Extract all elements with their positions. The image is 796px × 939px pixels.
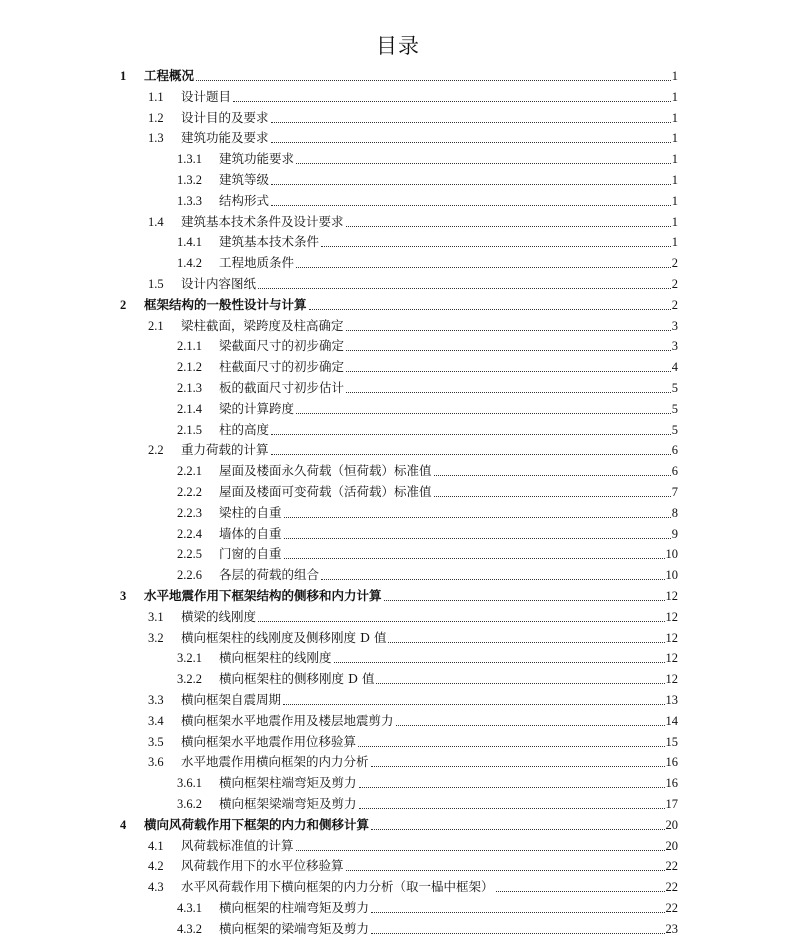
toc-entry-page-number: 5	[671, 401, 678, 416]
toc-entry-page-number: 1	[671, 89, 678, 104]
toc-entry[interactable]	[177, 147, 678, 167]
dot-leader	[284, 558, 665, 559]
toc-entry-title: 横向框架的柱端弯矩及剪力	[219, 900, 370, 915]
dot-leader	[271, 142, 671, 143]
toc-entry-page-number: 2	[671, 256, 678, 271]
dot-leader	[271, 122, 671, 123]
toc-entry-number: 2.2	[148, 443, 164, 458]
toc-entry-title: 建筑等级	[219, 172, 270, 187]
toc-entry-title: 横向框架自震周期	[181, 692, 282, 707]
dot-leader	[346, 870, 665, 871]
toc-entry-number: 2.1.5	[177, 422, 202, 437]
toc-entry-number: 2.2.3	[177, 505, 202, 520]
toc-entry-page-number: 1	[671, 214, 678, 229]
toc-entry-number: 1.4.1	[177, 235, 202, 250]
toc-entry-page-number: 10	[665, 547, 678, 562]
toc-entry-number: 4.3	[148, 880, 164, 895]
dot-leader	[359, 808, 665, 809]
toc-entry-page-number: 3	[671, 318, 678, 333]
dot-leader	[309, 309, 671, 310]
toc-entry-number: 2	[120, 297, 127, 312]
dot-leader	[346, 350, 671, 351]
toc-entry-title: 梁截面尺寸的初步确定	[219, 338, 345, 354]
toc-entry-page-number: 16	[665, 776, 678, 791]
toc-entry-title: 屋面及楼面永久荷载（恒荷载）标准值	[219, 463, 432, 479]
toc-entry-number: 3.1	[148, 609, 164, 624]
toc-entry-title: 横向框架柱端弯矩及剪力	[219, 775, 357, 791]
toc-entry-page-number: 5	[671, 422, 678, 437]
toc-entry[interactable]	[148, 605, 678, 625]
toc-entry[interactable]	[177, 667, 678, 687]
toc-entry[interactable]	[148, 438, 678, 458]
dot-leader	[271, 184, 671, 185]
toc-entry-page-number: 1	[671, 131, 678, 146]
toc-entry-page-number: 22	[665, 859, 678, 874]
toc-entry-title: 横向框架的梁端弯矩及剪力	[219, 920, 370, 936]
toc-entry-title: 横梁的线刚度	[181, 608, 257, 624]
dot-leader	[321, 579, 664, 580]
toc-entry-page-number: 13	[665, 693, 678, 707]
toc-entry-number: 2.1.2	[177, 360, 202, 375]
dot-leader	[371, 766, 665, 767]
toc-entry-page-number: 12	[665, 609, 678, 624]
toc-entry-title: 柱的高度	[219, 421, 270, 437]
toc-entry-page-number: 12	[665, 651, 678, 666]
toc-entry-number: 4.1	[148, 838, 164, 853]
dot-leader	[376, 683, 664, 684]
toc-entry-number: 1.3.2	[177, 173, 202, 187]
toc-entry-title: 框架结构的一般性设计与计算	[144, 296, 307, 312]
toc-entry-page-number: 15	[665, 734, 678, 749]
toc-entry-page-number: 1	[671, 152, 678, 167]
toc-entry-title: 板的截面尺寸初步估计	[219, 380, 345, 395]
toc-entry-number: 3.4	[148, 713, 164, 728]
dot-leader	[296, 850, 665, 851]
toc-entry[interactable]	[177, 251, 678, 271]
toc-entry-number: 3.5	[148, 734, 164, 749]
toc-entry-title: 横向框架水平地震作用及楼层地震剪力	[181, 712, 394, 728]
dot-leader	[388, 642, 664, 643]
toc-entry-number: 2.2.4	[177, 526, 202, 541]
toc-entry-title: 门窗的自重	[219, 546, 282, 562]
toc-entry-page-number: 10	[665, 568, 678, 583]
toc-entry-page-number: 17	[665, 797, 678, 811]
toc-entry-page-number: 14	[665, 713, 678, 728]
toc-entry[interactable]	[177, 376, 678, 396]
dot-leader	[233, 101, 671, 102]
toc-entry-page-number: 2	[671, 297, 678, 312]
toc-entry-title: 屋面及楼面可变荷载（活荷载）标准值	[219, 484, 432, 499]
toc-entry-number: 1.3.3	[177, 193, 202, 208]
toc-entry-number: 2.2.6	[177, 568, 202, 583]
toc-entry[interactable]	[177, 418, 678, 438]
toc-entry-page-number: 23	[665, 921, 678, 936]
dot-leader	[296, 163, 671, 164]
toc-entry-title: 梁柱的自重	[219, 504, 282, 520]
toc-entry-number: 1.3.1	[177, 152, 202, 167]
dot-leader	[271, 205, 671, 206]
toc-entry[interactable]	[177, 459, 678, 479]
toc-entry[interactable]	[120, 293, 678, 313]
dot-leader	[384, 600, 665, 601]
dot-leader	[346, 330, 671, 331]
toc-entry[interactable]	[177, 792, 678, 812]
toc-entry-page-number: 5	[671, 381, 678, 395]
dot-leader	[346, 371, 671, 372]
toc-entry-page-number: 4	[671, 360, 678, 375]
toc-entry-title: 设计题目	[181, 88, 232, 104]
dot-leader	[321, 246, 671, 247]
toc-entry-page-number: 6	[671, 443, 678, 458]
toc-entry-number: 4.2	[148, 859, 164, 874]
dot-leader	[346, 392, 671, 393]
toc-entry-number: 3.6.2	[177, 797, 202, 811]
toc-entry-title: 工程地质条件	[219, 255, 295, 271]
toc-entry[interactable]	[148, 750, 678, 770]
dot-leader	[371, 912, 664, 913]
dot-leader	[284, 538, 671, 539]
toc-entry-number: 1.1	[148, 89, 164, 104]
toc-entry-title: 横向框架水平地震作用位移验算	[181, 733, 357, 749]
toc-entry[interactable]	[177, 563, 678, 583]
dot-leader	[434, 475, 671, 476]
toc-entry-number: 1.4	[148, 214, 164, 229]
dot-leader	[283, 704, 664, 705]
toc-entry-page-number: 7	[671, 485, 678, 499]
toc-entry-number: 3.3	[148, 693, 164, 707]
toc-entry[interactable]	[148, 709, 678, 729]
toc-entry-number: 3.6.1	[177, 776, 202, 791]
dot-leader	[296, 413, 671, 414]
toc-entry-title: 重力荷载的计算	[181, 442, 269, 458]
toc-entry-title: 水平风荷载作用下横向框架的内力分析（取一榀中框架）	[181, 879, 494, 895]
toc-entry-title: 建筑功能要求	[219, 151, 295, 167]
toc-entry[interactable]	[120, 64, 678, 84]
toc-entry-number: 3.2	[148, 630, 164, 645]
toc-entry[interactable]	[148, 272, 678, 292]
toc-entry-number: 3.2.2	[177, 672, 202, 687]
toc-entry-title: 工程概况	[144, 68, 195, 83]
toc-entry-page-number: 1	[671, 193, 678, 208]
toc-entry-title: 建筑基本技术条件及设计要求	[181, 213, 344, 229]
toc-entry-page-number: 1	[671, 235, 678, 250]
dot-leader	[371, 933, 664, 934]
toc-entry[interactable]	[148, 85, 678, 105]
toc-entry[interactable]	[177, 501, 678, 521]
toc-entry-title: 建筑基本技术条件	[219, 234, 320, 250]
toc-entry-title: 横向框架柱的线刚度及侧移刚度 D 值	[181, 629, 387, 645]
toc-entry-title: 结构形式	[219, 192, 270, 208]
toc-title: 目录	[376, 34, 420, 58]
toc-entry-title: 墙体的自重	[219, 525, 282, 541]
toc-entry[interactable]	[177, 168, 678, 188]
dot-leader	[271, 434, 671, 435]
toc-entry-number: 4.3.1	[177, 901, 202, 915]
toc-entry-title: 梁的计算跨度	[219, 400, 295, 416]
toc-entry-page-number: 22	[665, 901, 678, 915]
toc-entry-title: 风荷载作用下的水平位移验算	[181, 858, 344, 874]
toc-entry-page-number: 12	[665, 672, 678, 687]
toc-entry-title: 梁柱截面，梁跨度及柱高确定	[181, 317, 344, 333]
dot-leader	[496, 891, 665, 892]
toc-entry-number: 2.1.3	[177, 381, 202, 395]
toc-entry[interactable]	[177, 397, 678, 417]
toc-entry-number: 4.3.2	[177, 921, 202, 936]
toc-entry-page-number: 1	[671, 69, 678, 83]
toc-entry-number: 2.1	[148, 318, 164, 333]
toc-entry-number: 3	[120, 589, 127, 603]
dot-leader	[196, 80, 671, 81]
dot-leader	[359, 787, 665, 788]
toc-entry-page-number: 1	[671, 173, 678, 187]
toc-entry[interactable]	[148, 854, 678, 874]
toc-entry[interactable]	[148, 688, 678, 708]
toc-entry-number: 2.2.2	[177, 485, 202, 499]
dot-leader	[358, 746, 664, 747]
toc-entry-page-number: 8	[671, 505, 678, 520]
toc-entry-page-number: 12	[665, 630, 678, 645]
toc-entry[interactable]	[177, 917, 678, 937]
toc-entry-number: 4	[120, 817, 127, 832]
toc-entry-title: 建筑功能及要求	[181, 130, 269, 146]
dot-leader	[334, 662, 665, 663]
toc-entry[interactable]	[148, 210, 678, 230]
toc-entry[interactable]	[148, 126, 678, 146]
toc-entry[interactable]	[177, 646, 678, 666]
toc-entry-number: 2.2.1	[177, 464, 202, 479]
toc-entry-title: 横向风荷载作用下框架的内力和侧移计算	[144, 816, 370, 832]
toc-entry[interactable]	[120, 813, 678, 833]
toc-entry-title: 横向框架柱的线刚度	[219, 650, 332, 666]
toc-entry-page-number: 22	[665, 880, 678, 895]
toc-entry-title: 横向框架梁端弯矩及剪力	[219, 796, 357, 811]
toc-entry-number: 2.1.1	[177, 339, 202, 354]
toc-entry[interactable]	[148, 314, 678, 334]
toc-entry[interactable]	[148, 834, 678, 854]
toc-entry-number: 3.2.1	[177, 651, 202, 666]
toc-entry-number: 2.2.5	[177, 547, 202, 562]
toc-entry[interactable]	[148, 875, 678, 895]
toc-entry-number: 3.6	[148, 755, 164, 770]
toc-entry-page-number: 20	[665, 817, 678, 832]
dot-leader	[271, 454, 671, 455]
toc-entry-title: 设计内容图纸	[181, 276, 257, 291]
toc-entry-title: 各层的荷载的组合	[219, 567, 320, 583]
dot-leader	[284, 517, 671, 518]
dot-leader	[434, 496, 671, 497]
toc-entry-title: 柱截面尺寸的初步确定	[219, 359, 345, 375]
dot-leader	[396, 725, 665, 726]
toc-entry-number: 1	[120, 69, 127, 83]
toc-entry[interactable]	[177, 896, 678, 916]
toc-entry-page-number: 9	[671, 526, 678, 541]
toc-entry-title: 设计目的及要求	[181, 109, 269, 125]
dot-leader	[346, 226, 671, 227]
toc-entry[interactable]	[177, 480, 678, 500]
toc-entry-number: 1.2	[148, 110, 164, 125]
toc-entry-page-number: 3	[671, 339, 678, 354]
dot-leader	[258, 621, 664, 622]
toc-entry-page-number: 16	[665, 755, 678, 770]
toc-entry[interactable]	[177, 522, 678, 542]
toc-entry[interactable]	[177, 334, 678, 354]
toc-entry-title: 横向框架柱的侧移刚度 D 值	[219, 671, 375, 687]
toc-entry[interactable]	[120, 584, 678, 604]
toc-entry[interactable]	[177, 771, 678, 791]
toc-entry[interactable]	[148, 730, 678, 750]
toc-entry-number: 1.4.2	[177, 256, 202, 271]
dot-leader	[296, 267, 671, 268]
toc-entry-title: 风荷载标准值的计算	[181, 837, 294, 853]
toc-entry-number: 1.3	[148, 131, 164, 146]
toc-entry-page-number: 12	[665, 589, 678, 603]
toc-entry[interactable]	[177, 542, 678, 562]
toc-entry-page-number: 6	[671, 464, 678, 479]
toc-entry[interactable]	[177, 230, 678, 250]
dot-leader	[258, 288, 671, 289]
toc-entry-page-number: 1	[671, 110, 678, 125]
toc-entry-page-number: 2	[671, 277, 678, 291]
dot-leader	[371, 829, 664, 830]
toc-entry[interactable]	[148, 106, 678, 126]
toc-entry-number: 1.5	[148, 277, 164, 291]
toc-entry-title: 水平地震作用横向框架的内力分析	[181, 754, 369, 770]
toc-entry-page-number: 20	[665, 838, 678, 853]
toc-entry[interactable]	[177, 355, 678, 375]
toc-entry-number: 2.1.4	[177, 401, 202, 416]
toc-entry[interactable]	[177, 189, 678, 209]
toc-entry[interactable]	[148, 626, 678, 646]
toc-entry-title: 水平地震作用下框架结构的侧移和内力计算	[144, 588, 382, 603]
